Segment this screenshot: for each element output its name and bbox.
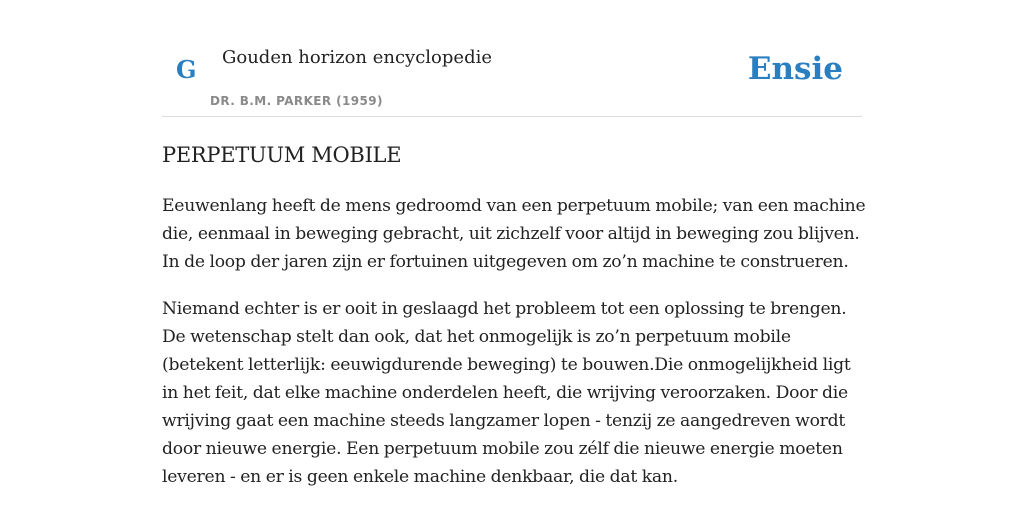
entry-content — [162, 136, 866, 491]
source-header — [162, 0, 862, 117]
entry-paragraph: Eeuwenlang heeft de mens gedroomd van een perpetuum mobile; van een machine die, eenmaal in beweging gebracht, uit zichzelf voor altijd in beweging zou blijven. In de loop der jaren zijn er fortuinen uitgegeven om zo’n machine te construeren. — [162, 196, 866, 272]
book-logo-icon[interactable]: G — [176, 55, 197, 84]
book-title-link[interactable]: Gouden horizon encyclopedie — [222, 47, 492, 68]
entry-title: PERPETUUM MOBILE — [162, 143, 402, 167]
ensie-logo-link[interactable]: Ensie — [747, 51, 843, 87]
book-author: DR. B.M. PARKER (1959) — [210, 94, 383, 108]
entry-paragraph: Niemand echter is er ooit in geslaagd het probleem tot een oplossing te brengen. De wetenschap stelt dan ook, dat het onmogelijk is zo’n perpetuum mobile (betekent letterlijk: eeuwigdurende beweging) te bouwen.Die onmogelijkheid ligt in het feit, dat elke machine onderdelen heeft, die wrijving veroorzaken. Door die wrijving gaat een machine steeds langzamer lopen - tenzij ze aangedreven wordt door nieuwe energie. Een perpetuum mobile zou zélf die nieuwe energie moeten leveren - en er is geen enkele machine denkbaar, die dat kan. — [162, 299, 851, 487]
